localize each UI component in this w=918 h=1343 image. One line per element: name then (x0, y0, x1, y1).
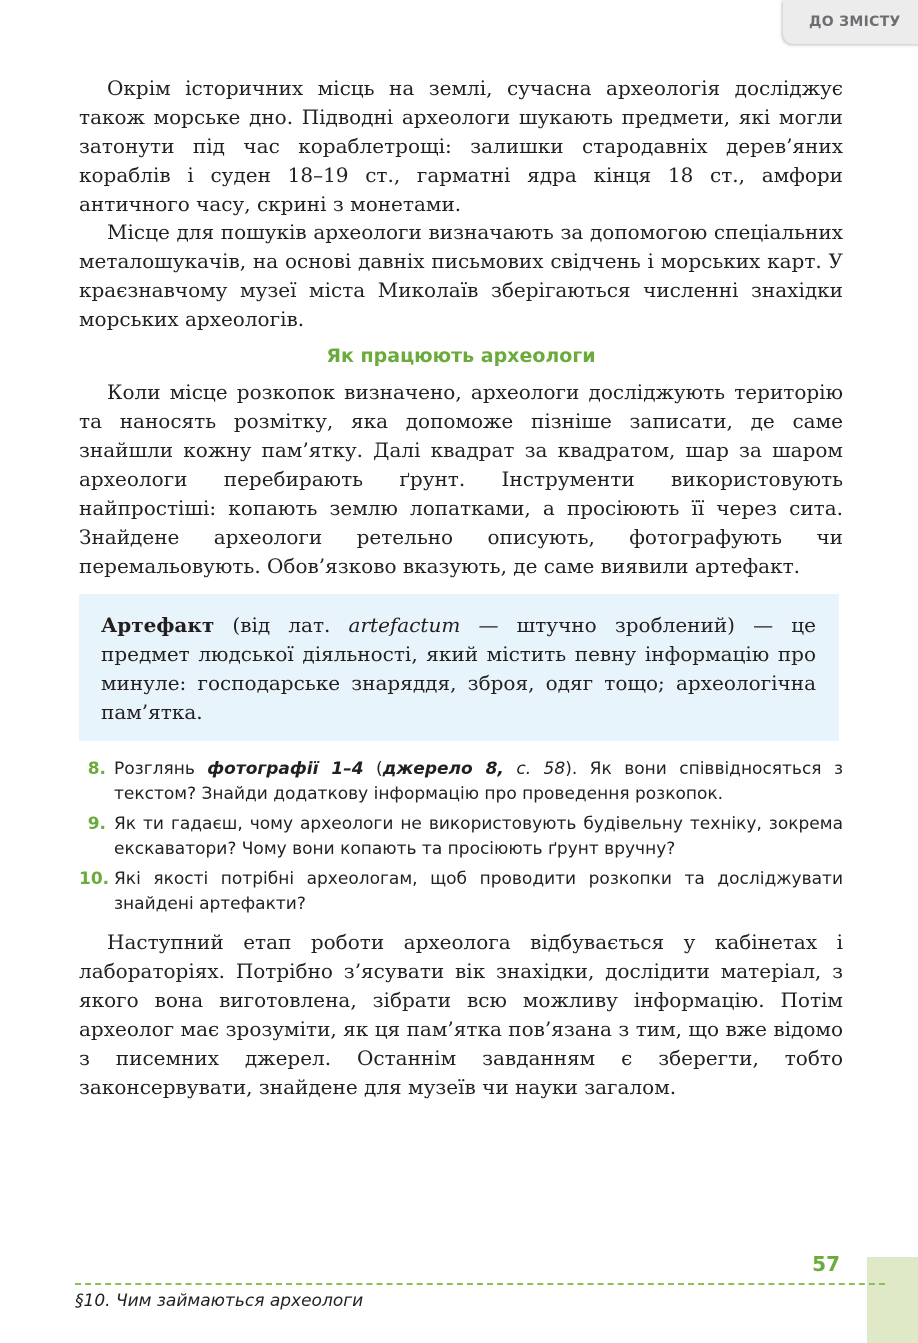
question-item (79, 812, 843, 862)
footer-band (867, 1257, 918, 1343)
question-number: 8. (87, 759, 106, 779)
question-text: Які якості потрібні археологам, щоб проводити розкопки та досліджувати знайдені артефакти? (114, 869, 843, 914)
definition-latin: artefactum (348, 613, 461, 637)
paragraph-laboratory: Наступний етап роботи археолога відбувається у кабінетах і лабораторіях. Потрібно з’ясувати вік знахідки, дослідити матеріал, з якого вона виготовлена, зібрати всю можливу інформацію. Потім археолог має зрозуміти, як ця пам’ятка пов’язана з тим, що вже відомо з писемних джерел. Останнім завданням є зберегти, тобто законсервувати, знайдене для музеїв чи науки загалом. (79, 930, 843, 1099)
question-number: 9. (87, 814, 106, 834)
footer-section-title: §10. Чим займаються археологи (75, 1291, 364, 1311)
section-heading: Як працюють археологи (326, 345, 596, 367)
question-text: Як ти гадаєш, чому археологи не використовують будівельну техніку, зокрема екскаватори? Чому вони копають та просіюють ґрунт вручну? (114, 814, 843, 859)
question-text: Розглянь фотографії 1–4 (джерело 8, с. 58). Як вони співвідносяться з текстом? Знайди додаткову інформацію про проведення розкопок. (114, 759, 844, 804)
question-item (79, 867, 843, 917)
page-number: 57 (812, 1252, 840, 1276)
toc-label: ДО ЗМІСТУ (809, 14, 901, 30)
definition-term: Артефакт (101, 613, 215, 637)
question-item (79, 757, 843, 807)
paragraph-excavation: Коли місце розкопок визначено, археологи досліджують територію та наносять розмітку, яка допоможе пізніше записати, де саме знайшли кожну пам’ятку. Далі квадрат за квадратом, шар за шаром археологи перебирають ґрунт. Інструменти використовують найпростіші: копають землю лопатками, а просіюють її через сита. Знайдене археологи ретельно описують, фотографують чи перемальовують. Обов’язково вказують, де саме виявили артефакт. (79, 380, 843, 578)
question-number: 10. (79, 869, 110, 889)
toc-button[interactable] (783, 0, 918, 44)
paragraph-sea-archaeology: Окрім історичних місць на землі, сучасна археологія досліджує також морське дно. Підводні археологи шукають предмети, які могли затонути під час кораблетрощі: залишки стародавніх дерев’яних кораблів і суден 18–19 ст., гарматні ядра кінця 18 ст., амфори античного часу, скрині з монетами. (79, 76, 843, 216)
definition-text: Артефакт (від лат. artefactum — штучно зроблений) — це предмет людської діяльності, який містить певну інформацію про минуле: господарське знаряддя, зброя, одяг тощо; археологічна пам’ятка. (101, 613, 816, 724)
footer-divider (75, 1283, 885, 1285)
paragraph-search-methods: Місце для пошуків археологи визначають за допомогою спеціальних металошукачів, на основі давніх письмових свідчень і морських карт. У краєзнавчому музеї міста Миколаїв зберігаються численні знахідки морських археологів. (79, 220, 843, 331)
